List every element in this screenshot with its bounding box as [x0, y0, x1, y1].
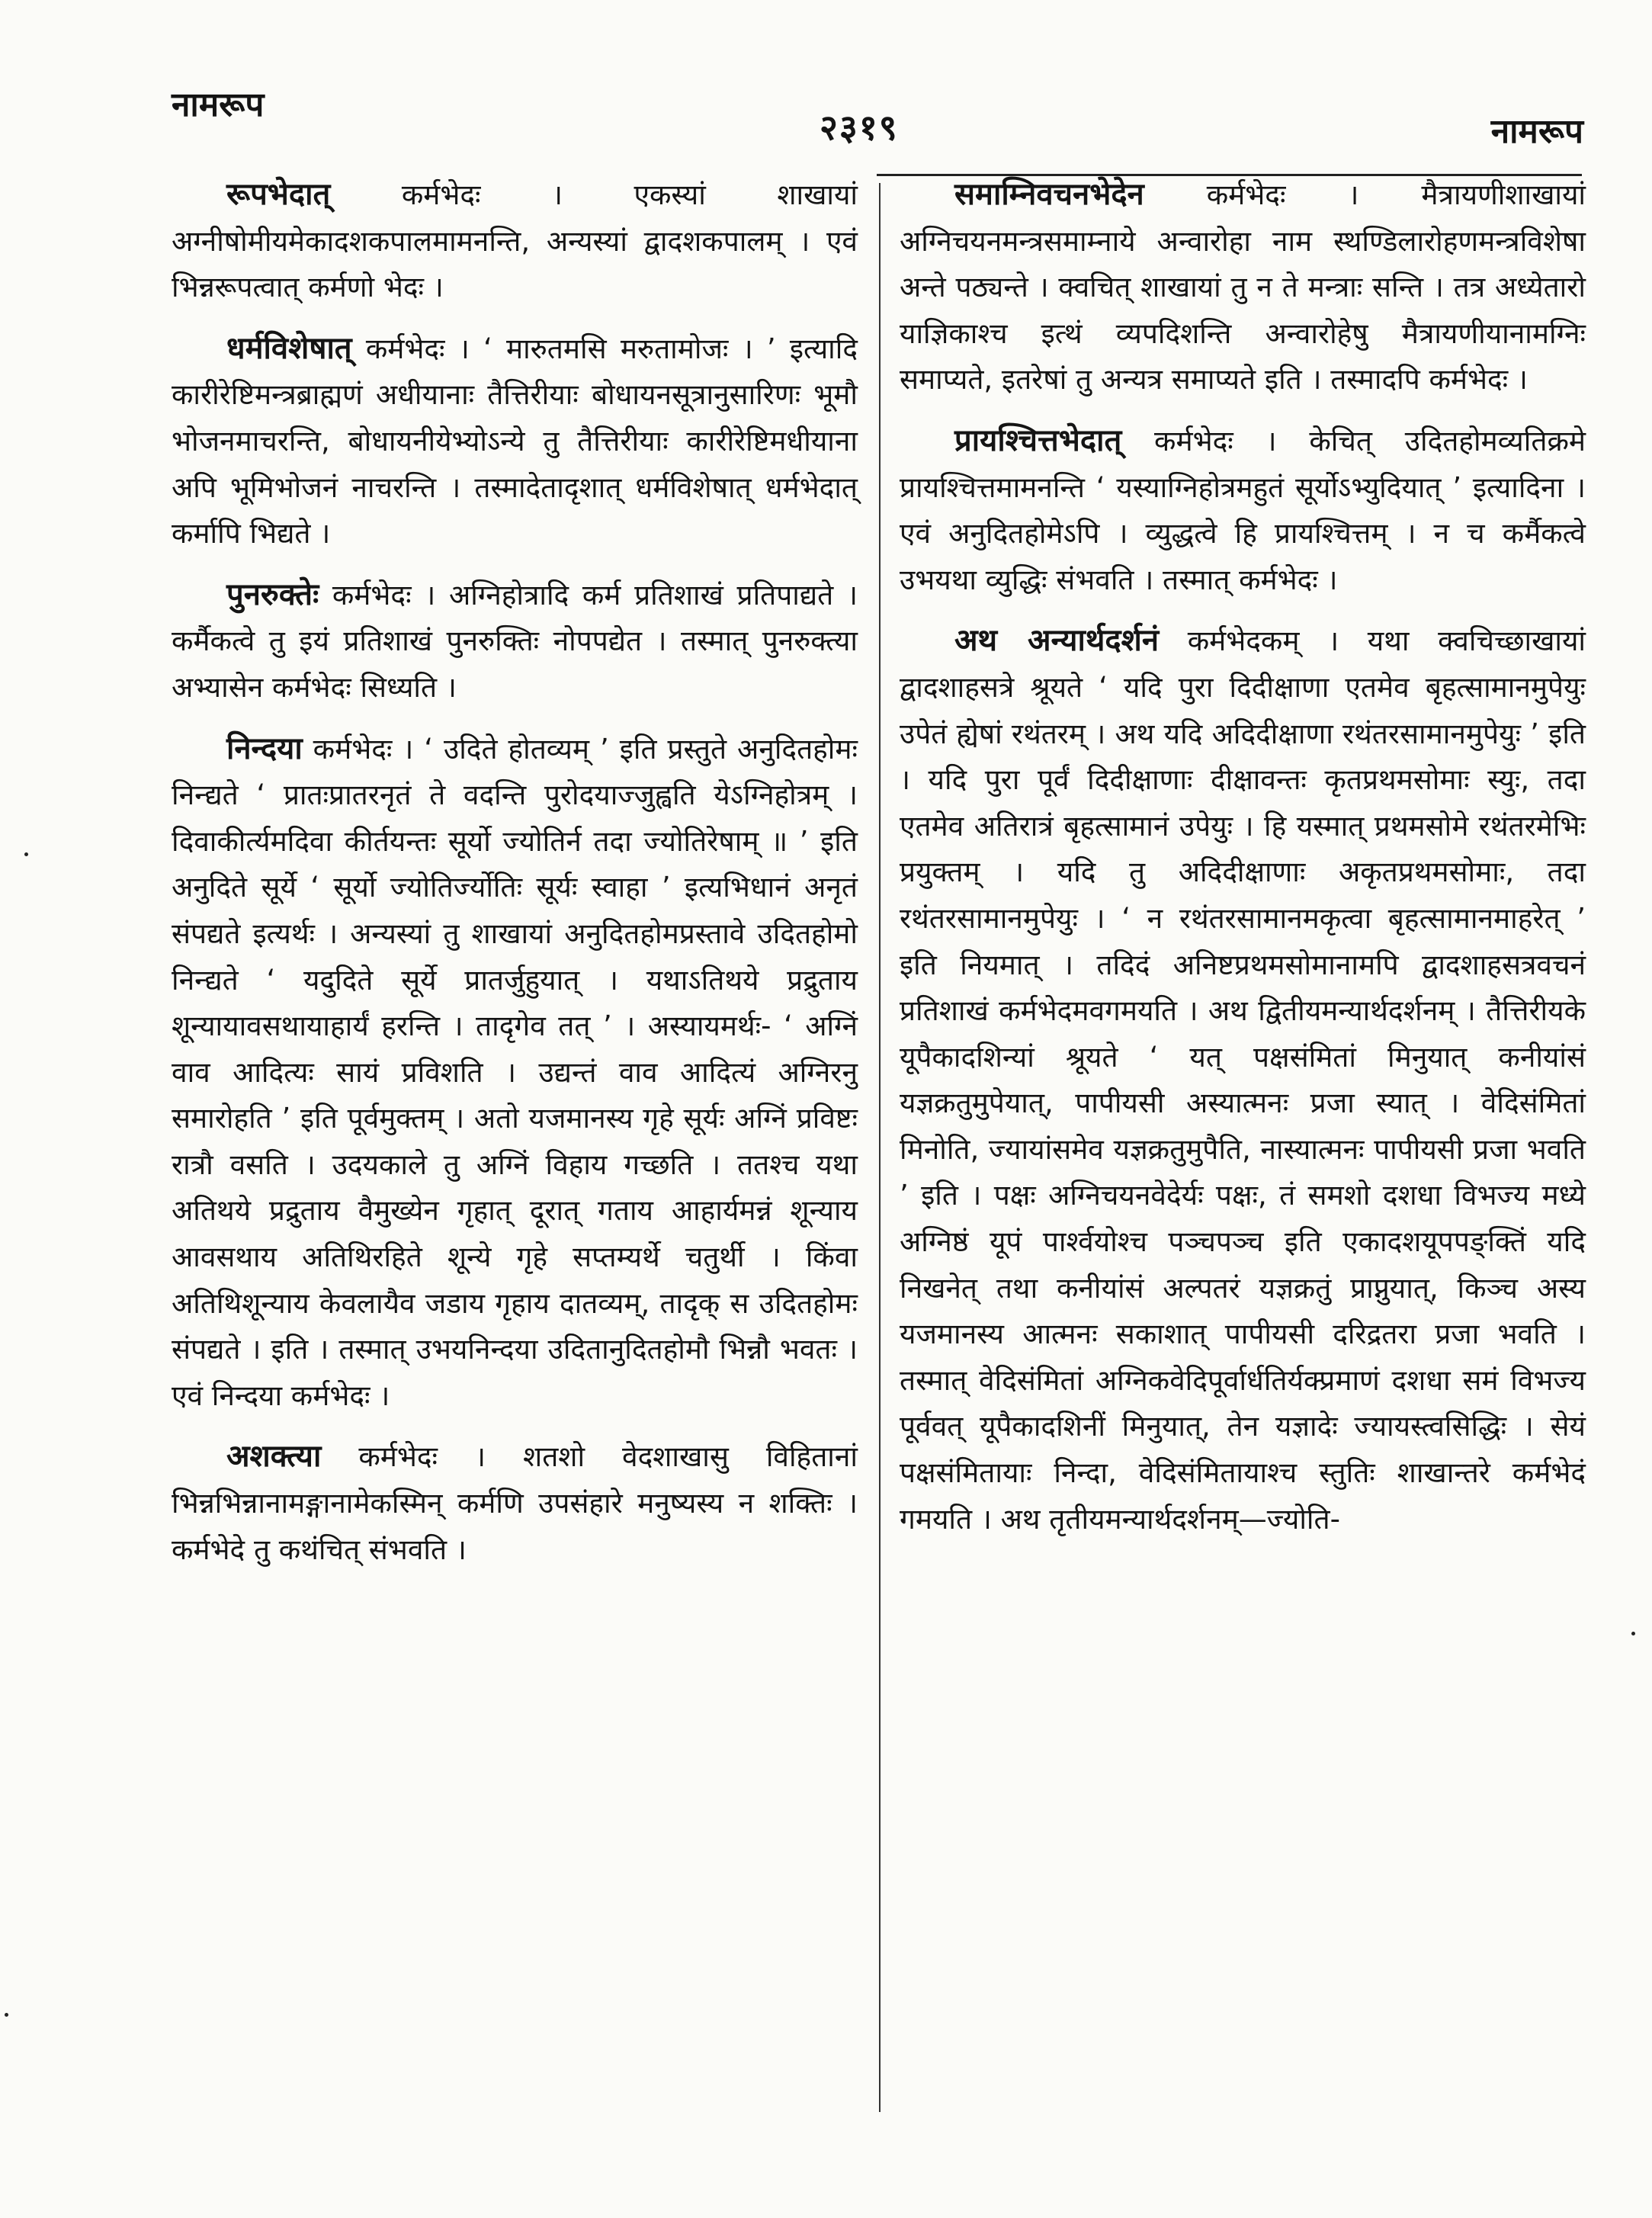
paragraph-body: कर्मभेदः । ‘ उदिते होतव्यम् ’ इति प्रस्तुते अनुदितहोमः निन्द्यते ‘ प्रातःप्रातरनृतं ते वदन्ति पुरोदयाज्जुह्वति येऽग्निहोत्रम् । दिवाकीर्त्यमदिवा कीर्तयन्तः सूर्यो ज्योतिर्न तदा ज्योतिरेषाम् ॥ ’ इति अनुदिते सूर्ये ‘ सूर्यो ज्योतिर्ज्योतिः सूर्यः स्वाहा ’ इत्यभिधानं अनृतं संपद्यते इत्यर्थः । अन्यस्यां तु शाखायां अनुदितहोमप्रस्तावे उदितहोमो निन्द्यते ‘ यदुदिते सूर्ये प्रातर्जुहुयात् । यथाऽतिथये प्रद्रुताय शून्यायावसथायाहार्यं हरन्ति । तादृगेव तत् ’ । अस्यायमर्थः- ‘ अग्निं वाव आदित्यः सायं प्रविशति । उद्यन्तं वाव आदित्यं अग्निरनु समारोहति ’ इति पूर्वमुक्तम् । अतो यजमानस्य गृहे सूर्यः अग्निं प्रविष्टः रात्रौ वसति । उदयकाले तु अग्निं विहाय गच्छति । ततश्च यथा अतिथये प्रद्रुताय वैमुख्येन गृहात् दूरात् गताय आहार्यमन्नं शून्याय आवसथाय अतिथिरहिते शून्ये गृहे सप्तम्यर्थे चतुर्थी । किंवा अतिथिशून्याय केवलायैव जडाय गृहाय दातव्यम्, तादृक् स उदितहोमः संपद्यते । इति । तस्मात् उभयनिन्दया उदितानुदितहोमौ भिन्नौ भवतः । एवं निन्दया कर्मभेदः ।: [172, 732, 858, 1412]
paragraph-body: कर्मभेदः । केचित् उदितहोमव्यतिक्रमे प्रायश्चित्तमामनन्ति ‘ यस्याग्निहोत्रमहुतं सूर्योऽभ्युदियात् ’ इत्यादिना । एवं अनुदितहोमेऽपि । व्युद्धत्वे हि प्रायश्चित्तम् । न च कर्मैकत्वे उभयथा व्युद्धिः संभवति । तस्मात् कर्मभेदः ।: [900, 424, 1586, 596]
paragraph-lead: अशक्त्या: [226, 1439, 322, 1475]
paragraph-body: कर्मभेदः । मैत्रायणीशाखायां अग्निचयनमन्त्रसमाम्नाये अन्वारोहा नाम स्थण्डिलारोहणमन्त्रविशेषा अन्ते पठ्यन्ते । क्वचित् शाखायां तु न ते मन्त्राः सन्ति । तत्र अध्येतारो याज्ञिकाश्च इत्थं व्यपदिशन्ति अन्वारोहेषु मैत्रायणीयानामग्निः समाप्यते, इतरेषां तु अन्यत्र समाप्यते इति । तस्मादपि कर्मभेदः ।: [900, 178, 1586, 396]
paragraph-rupabhedat: [172, 172, 858, 311]
scan-speck: [1631, 1632, 1635, 1635]
paragraph-anyarthadarshana: [900, 618, 1586, 1542]
paragraph-lead: प्रायश्चित्तभेदात्: [954, 422, 1122, 458]
header-right-headword: नामरूप: [1490, 112, 1583, 151]
running-head: [172, 72, 1583, 151]
right-column: [900, 172, 1586, 1557]
header-left-headword: नामरूप: [172, 85, 265, 124]
paragraph-dharmavisheshat: [172, 326, 858, 557]
paragraph-body: कर्मभेदः । ‘ मारुतमसि मरुतामोजः । ’ इत्यादि कारीरेष्टिमन्त्रब्राह्मणं अधीयानाः तैत्तिरीयाः बोधायनसूत्रानुसारिणः भूमौ भोजनमाचरन्ति, बोधायनीयेभ्योऽन्ये तु तैत्तिरीयाः कारीरेष्टिमधीयाना अपि भूमिभोजनं नाचरन्ति । तस्मादेतादृशात् धर्मविशेषात् धर्मभेदात् कर्मापि भिद्यते ।: [172, 332, 858, 550]
paragraph-ashaktya: [172, 1433, 858, 1573]
paragraph-prayashchitta: [900, 418, 1586, 603]
paragraph-body: कर्मभेदः । शतशो वेदशाखासु विहितानां भिन्नभिन्नानामङ्गानामेकस्मिन् कर्मणि उपसंहारे मनुष्यस्य न शक्तिः । कर्मभेदे तु कथंचित् संभवति ।: [172, 1440, 858, 1566]
paragraph-punarukteh: [172, 572, 858, 711]
page-number: २३१९: [820, 107, 899, 148]
paragraph-samamnivachana: [900, 172, 1586, 403]
column-divider: [879, 183, 881, 2112]
paragraph-body: कर्मभेदकम् । यथा क्वचिच्छाखायां द्वादशाहसत्रे श्रूयते ‘ यदि पुरा दिदीक्षाणा एतमेव बृहत्सामानमुपेयुः उपेतं ह्येषां रथंतरम् । अथ यदि अदिदीक्षाणा रथंतरसामानमुपेयुः ’ इति । यदि पुरा पूर्वं दिदीक्षाणाः दीक्षावन्तः कृतप्रथमसोमाः स्युः, तदा एतमेव अतिरात्रं बृहत्सामानं उपेयुः । हि यस्मात् प्रथमसोमे रथंतरमेभिः प्रयुक्तम् । यदि तु अदिदीक्षाणाः अकृतप्रथमसोमाः, तदा रथंतरसामानमुपेयुः । ‘ न रथंतरसामानमकृत्वा बृहत्सामानमाहरेत् ’ इति नियमात् । तदिदं अनिष्टप्रथमसोमानामपि द्वादशाहसत्रवचनं प्रतिशाखं कर्मभेदमवगमयति । अथ द्वितीयमन्यार्थदर्शनम् । तैत्तिरीयके यूपैकादशिन्यां श्रूयते ‘ यत् पक्षसंमितां मिनुयात् कनीयांसं यज्ञक्रतुमुपेयात्, पापीयसी अस्यात्मनः प्रजा स्यात् । वेदिसंमितां मिनोति, ज्यायांसमेव यज्ञक्रतुमुपैति, नास्यात्मनः पापीयसी प्रजा भवति ’ इति । पक्षः अग्निचयनवेदेर्यः पक्षः, तं समशो दशधा विभज्य मध्ये अग्निष्ठं यूपं पार्श्वयोश्च पञ्चपञ्च इति एकादशयूपपङ्क्तिं यदि निखनेत् तथा कनीयांसं अल्पतरं यज्ञक्रतुं प्राप्नुयात्, किञ्च अस्य यजमानस्य आत्मनः सकाशात् पापीयसी दरिद्रतरा प्रजा भवति । तस्मात् वेदिसंमितां अग्निकवेदिपूर्वार्धतिर्यक्प्रमाणं दशधा समं विभज्य पूर्ववत् यूपैकादशिनीं मिनुयात्, तेन यज्ञादेः ज्यायस्त्वसिद्धिः । सेयं पक्षसंमितायाः निन्दा, वेदिसंमितायाश्च स्तुतिः शाखान्तरे कर्मभेदं गमयति । अथ तृतीयमन्यार्थदर्शनम्—ज्योति-: [900, 624, 1586, 1536]
paragraph-lead: पुनरुक्तेः: [226, 576, 319, 612]
paragraph-nindaya: [172, 726, 858, 1420]
paragraph-lead: अथ अन्यार्थदर्शनं: [954, 623, 1160, 659]
paragraph-lead: निन्दया: [226, 730, 303, 766]
paragraph-body: कर्मभेदः । एकस्यां शाखायां अग्नीषोमीयमेकादशकपालमामनन्ति, अन्यस्यां द्वादशकपालम् । एवं भिन्नरूपत्वात् कर्मणो भेदः ।: [172, 178, 858, 304]
paragraph-lead: रूपभेदात्: [226, 177, 331, 212]
paragraph-lead: समाम्निवचनभेदेन: [954, 177, 1144, 212]
left-column: [172, 172, 858, 1587]
paragraph-lead: धर्मविशेषात्: [226, 330, 352, 366]
scan-speck: [5, 2013, 8, 2017]
paragraph-body: कर्मभेदः । अग्निहोत्रादि कर्म प्रतिशाखं प्रतिपाद्यते । कर्मैकत्वे तु इयं प्रतिशाखं पुनरुक्तिः नोपपद्येत । तस्मात् पुनरुक्त्या अभ्यासेन कर्मभेदः सिध्यति ।: [172, 578, 858, 704]
scan-speck: [24, 852, 28, 856]
